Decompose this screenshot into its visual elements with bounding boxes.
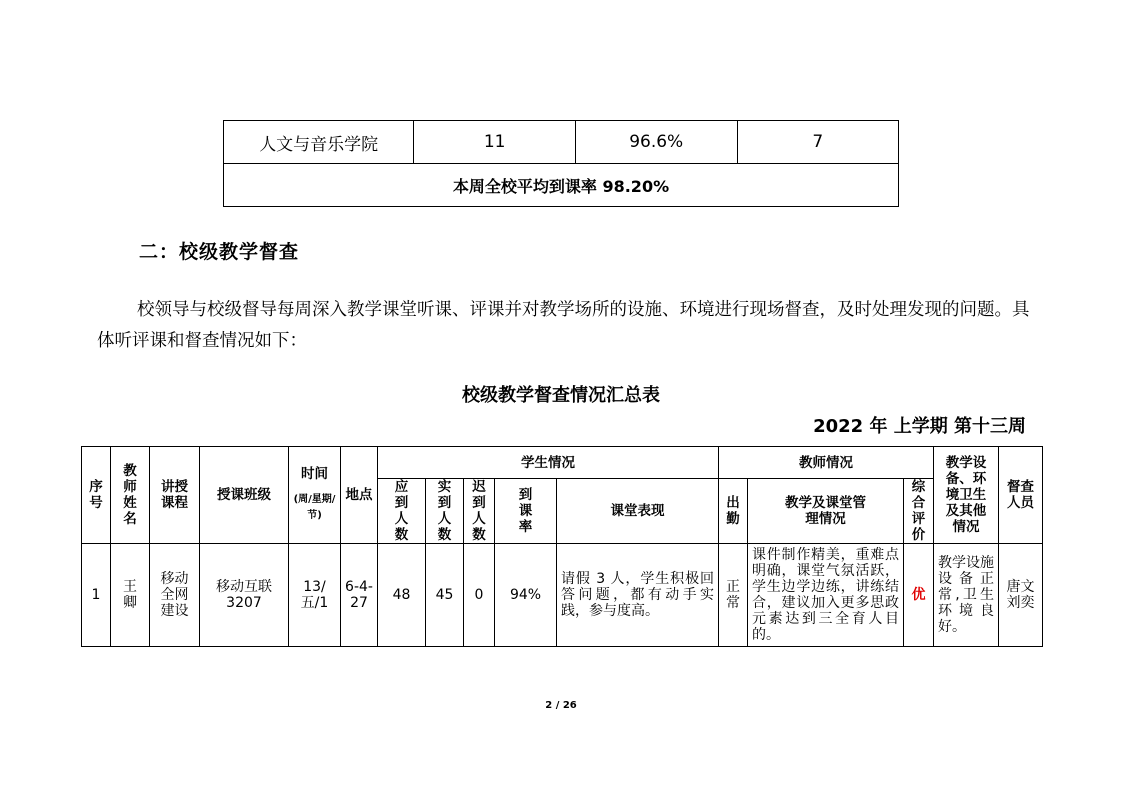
inspector-cell: 唐文刘奕	[999, 544, 1043, 647]
header-performance: 课堂表现	[557, 479, 719, 544]
header-seq: 序号	[82, 447, 111, 544]
class-cell: 移动互联3207	[200, 544, 289, 647]
course-cell: 移动全网建设	[150, 544, 200, 647]
expected-cell: 48	[378, 544, 426, 647]
overall-rating-cell: 优	[904, 544, 934, 647]
inspection-summary-table	[81, 446, 1043, 647]
header-facilities: 教学设备、环境卫生及其他情况	[934, 447, 999, 544]
number-cell: 7	[737, 121, 899, 164]
teacher-cell: 王卿	[111, 544, 150, 647]
attendance-cell: 正常	[719, 544, 748, 647]
section-heading: 二：校级教学督查	[139, 241, 300, 263]
header-row	[82, 447, 1043, 479]
performance-cell: 请假 3 人，学生积极回答问题，都有动手实践，参与度高。	[557, 544, 719, 647]
header-actual: 实到人数	[426, 479, 464, 544]
summary-row	[224, 164, 899, 207]
rate-cell: 94%	[495, 544, 557, 647]
header-course: 讲授课程	[150, 447, 200, 544]
late-cell: 0	[464, 544, 495, 647]
attendance-summary-table	[223, 120, 899, 207]
header-class: 授课班级	[200, 447, 289, 544]
header-time	[289, 447, 341, 544]
header-rate: 到课率	[495, 479, 557, 544]
management-cell: 课件制作精美，重难点明确，课堂气氛活跃，学生边学边练，讲练结合，建议加入更多思政元素达到三全育人目的。	[748, 544, 904, 647]
intro-paragraph: 校领导与校级督导每周深入教学课堂听课、评课并对教学场所的设施、环境进行现场督查，及时处理发现的问题。具体听评课和督查情况如下：	[97, 300, 1030, 351]
term-line: 2022 年 上学期 第十三周	[813, 416, 1026, 437]
actual-cell: 45	[426, 544, 464, 647]
seq-cell: 1	[82, 544, 111, 647]
table-row	[82, 544, 1043, 647]
header-attendance: 出勤	[719, 479, 748, 544]
header-teacher: 教师姓名	[111, 447, 150, 544]
header-teachers: 教师情况	[719, 447, 934, 479]
header-students: 学生情况	[378, 447, 719, 479]
weekly-average-cell: 本周全校平均到课率 98.20%	[224, 164, 899, 207]
header-time-sub: (周/星期/节)	[293, 494, 336, 521]
rate-cell: 96.6%	[575, 121, 737, 164]
page-number: 2 / 26	[545, 700, 577, 711]
header-management: 教学及课堂管理情况	[748, 479, 904, 544]
table-title: 校级教学督查情况汇总表	[462, 385, 660, 406]
header-inspector: 督查人员	[999, 447, 1043, 544]
header-expected: 应到人数	[378, 479, 426, 544]
header-time-label: 时间	[301, 466, 328, 482]
place-cell: 6-4-27	[341, 544, 378, 647]
time-cell: 13/五/1	[289, 544, 341, 647]
header-overall: 综合评价	[904, 479, 934, 544]
count-cell: 11	[414, 121, 576, 164]
college-cell: 人文与音乐学院	[224, 121, 414, 164]
table-row	[224, 121, 899, 164]
header-place: 地点	[341, 447, 378, 544]
header-late: 迟到人数	[464, 479, 495, 544]
facilities-cell: 教学设施设备正常,卫生环境良好。	[934, 544, 999, 647]
